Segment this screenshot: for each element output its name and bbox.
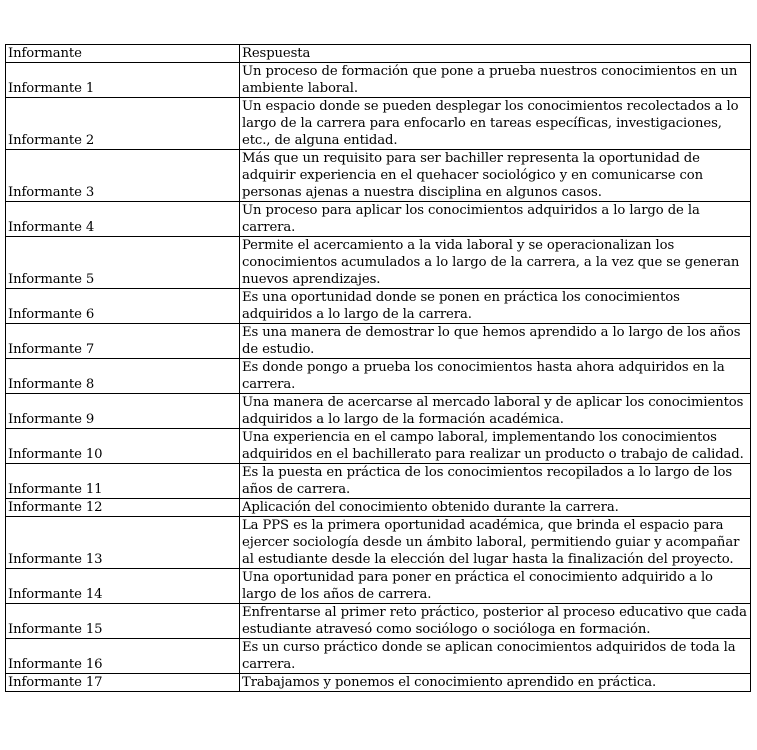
table-row: [6, 324, 751, 359]
respuesta-cell: Trabajamos y ponemos el conocimiento aprendido en práctica.: [240, 674, 751, 692]
table-row: [6, 464, 751, 499]
informante-cell: Informante 13: [6, 517, 240, 569]
informante-cell: Informante 3: [6, 150, 240, 202]
header-informante: Informante: [6, 45, 240, 63]
table-row: [6, 63, 751, 98]
informante-cell: Informante 12: [6, 499, 240, 517]
table-header-row: [6, 45, 751, 63]
respuesta-cell: Permite el acercamiento a la vida laboral y se operacionalizan los conocimientos acumulados a lo largo de la carrera, a la vez que se generan nuevos aprendizajes.: [240, 237, 751, 289]
respuesta-cell: Enfrentarse al primer reto práctico, posterior al proceso educativo que cada estudiante atravesó como sociólogo o socióloga en formación.: [240, 604, 751, 639]
table-row: [6, 202, 751, 237]
table-row: [6, 429, 751, 464]
table-row: [6, 150, 751, 202]
respuesta-cell: Una experiencia en el campo laboral, implementando los conocimientos adquiridos en el bachillerato para realizar un producto o trabajo de calidad.: [240, 429, 751, 464]
respuesta-cell: Es la puesta en práctica de los conocimientos recopilados a lo largo de los años de carrera.: [240, 464, 751, 499]
informante-cell: Informante 11: [6, 464, 240, 499]
respuesta-cell: Un proceso de formación que pone a prueba nuestros conocimientos en un ambiente laboral.: [240, 63, 751, 98]
informante-cell: Informante 8: [6, 359, 240, 394]
table-row: [6, 674, 751, 692]
respuesta-cell: Un proceso para aplicar los conocimientos adquiridos a lo largo de la carrera.: [240, 202, 751, 237]
table-row: [6, 639, 751, 674]
informante-cell: Informante 1: [6, 63, 240, 98]
informante-cell: Informante 17: [6, 674, 240, 692]
table-row: [6, 98, 751, 150]
respuesta-cell: Es una manera de demostrar lo que hemos aprendido a lo largo de los años de estudio.: [240, 324, 751, 359]
informante-cell: Informante 9: [6, 394, 240, 429]
table-row: [6, 394, 751, 429]
respuesta-cell: Una oportunidad para poner en práctica el conocimiento adquirido a lo largo de los años de carrera.: [240, 569, 751, 604]
informante-cell: Informante 10: [6, 429, 240, 464]
informante-cell: Informante 7: [6, 324, 240, 359]
header-respuesta: Respuesta: [240, 45, 751, 63]
informante-cell: Informante 14: [6, 569, 240, 604]
table-row: [6, 517, 751, 569]
respuesta-cell: Una manera de acercarse al mercado laboral y de aplicar los conocimientos adquiridos a lo largo de la formación académica.: [240, 394, 751, 429]
respuesta-cell: Más que un requisito para ser bachiller representa la oportunidad de adquirir experiencia en el quehacer sociológico y en comunicarse con personas ajenas a nuestra disciplina en algunos casos.: [240, 150, 751, 202]
table-row: [6, 499, 751, 517]
responses-table: [5, 44, 751, 692]
respuesta-cell: Aplicación del conocimiento obtenido durante la carrera.: [240, 499, 751, 517]
responses-table-body: [6, 45, 751, 692]
informante-cell: Informante 15: [6, 604, 240, 639]
respuesta-cell: Un espacio donde se pueden desplegar los conocimientos recolectados a lo largo de la carrera para enfocarlo en tareas específicas, investigaciones, etc., de alguna entidad.: [240, 98, 751, 150]
respuesta-cell: Es una oportunidad donde se ponen en práctica los conocimientos adquiridos a lo largo de la carrera.: [240, 289, 751, 324]
respuesta-cell: Es un curso práctico donde se aplican conocimientos adquiridos de toda la carrera.: [240, 639, 751, 674]
informante-cell: Informante 5: [6, 237, 240, 289]
table-row: [6, 359, 751, 394]
table-row: [6, 237, 751, 289]
table-row: [6, 289, 751, 324]
table-row: [6, 604, 751, 639]
table-row: [6, 569, 751, 604]
respuesta-cell: Es donde pongo a prueba los conocimientos hasta ahora adquiridos en la carrera.: [240, 359, 751, 394]
respuesta-cell: La PPS es la primera oportunidad académica, que brinda el espacio para ejercer sociología desde un ámbito laboral, permitiendo guiar y acompañar al estudiante desde la elección del lugar hasta la finalización del proyecto.: [240, 517, 751, 569]
informante-cell: Informante 6: [6, 289, 240, 324]
informante-cell: Informante 4: [6, 202, 240, 237]
informante-cell: Informante 2: [6, 98, 240, 150]
informante-cell: Informante 16: [6, 639, 240, 674]
